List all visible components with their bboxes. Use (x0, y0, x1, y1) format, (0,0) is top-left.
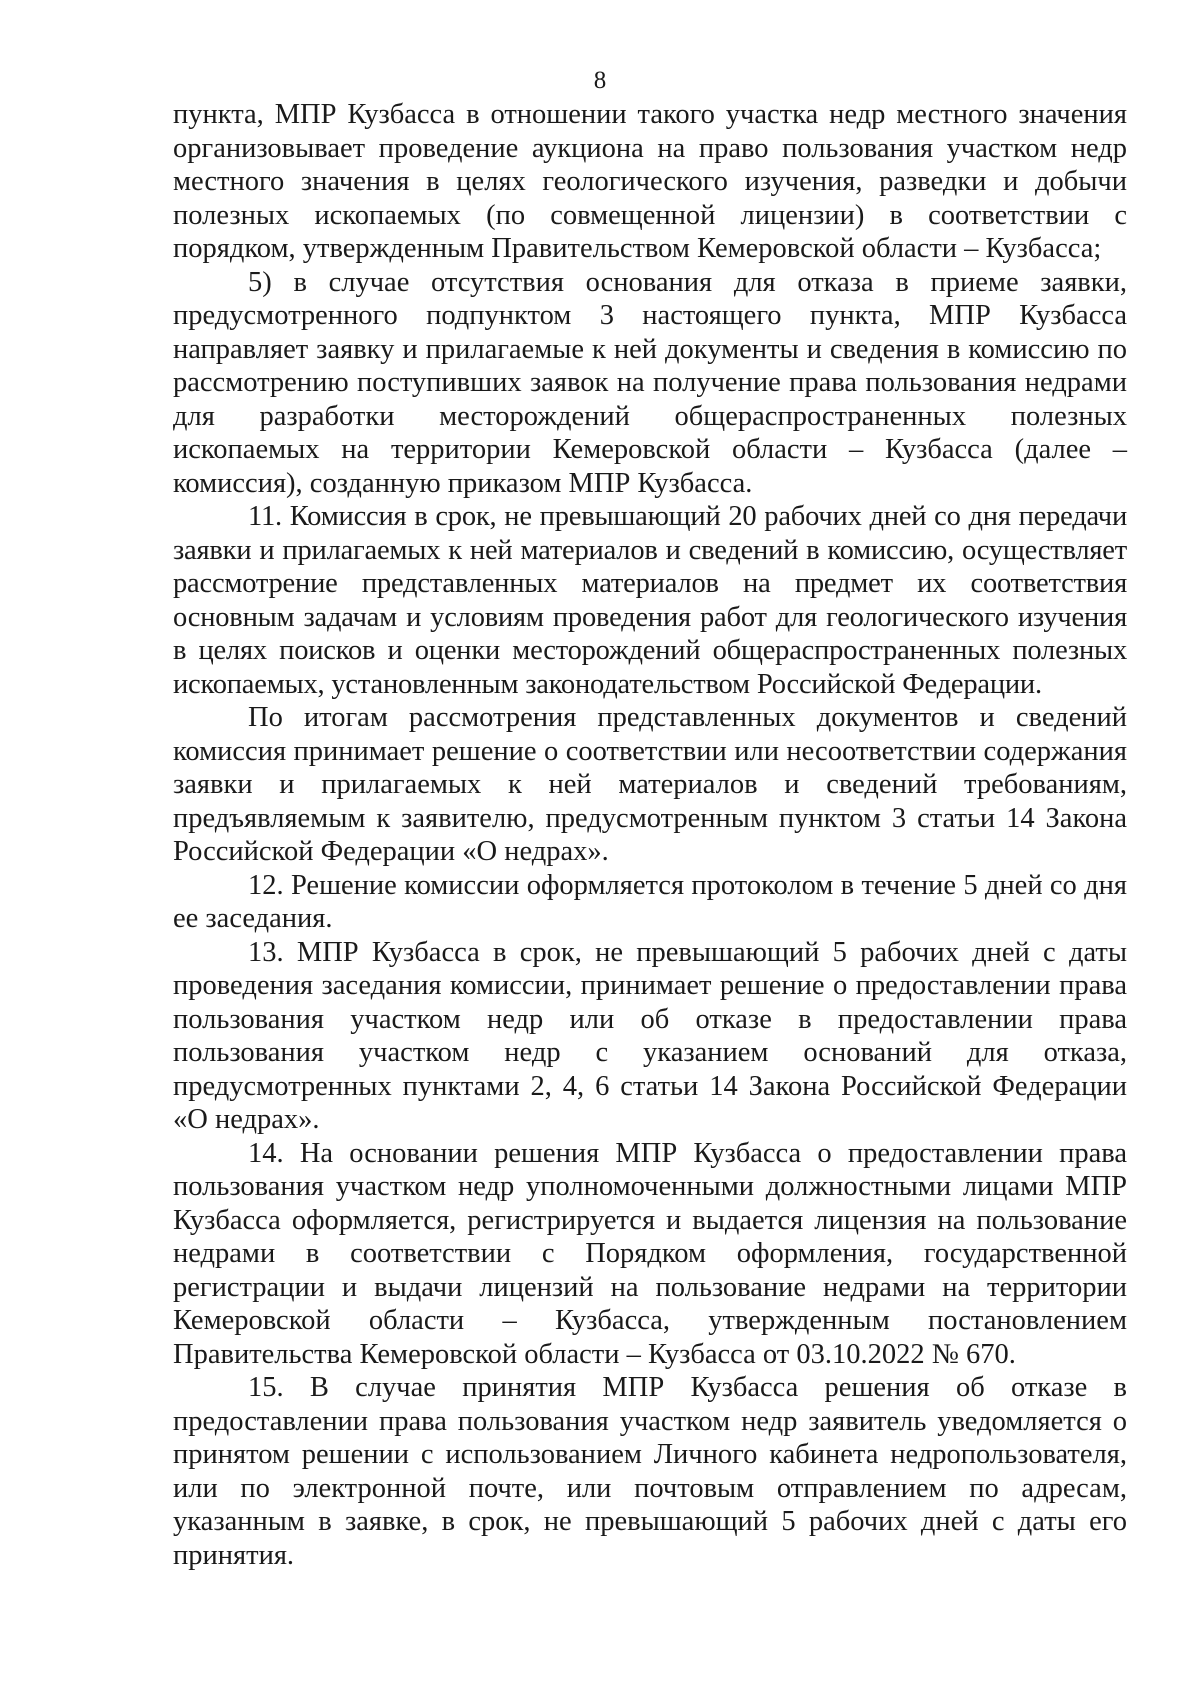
paragraph-11: 11. Комиссия в срок, не превышающий 20 рабочих дней со дня передачи заявки и прилагаемых к ней материалов и сведений в комиссию, осуществляет рассмотрение представленных материалов на предмет их соответствия основным задачам и условиям проведения работ для геологического изучения в целях поисков и оценки месторождений общераспространенных полезных ископаемых, установленным законодательством Российской Федерации. (173, 501, 1127, 700)
page-number: 8 (593, 67, 607, 94)
paragraph-15: 15. В случае принятия МПР Кузбасса решения об отказе в предоставлении права пользования участком недр заявитель уведомляется о принятом решении с использованием Личного кабинета недропользователя, или по электронной почте, или почтовым отправлением по адресам, указанным в заявке, в срок, не превышающий 5 рабочих дней с даты его принятия. (173, 1372, 1127, 1571)
paragraph-11-results: По итогам рассмотрения представленных документов и сведений комиссия принимает решение о соответствии или несоответствии содержания заявки и прилагаемых к ней материалов и сведений требованиям, предъявляемым к заявителю, предусмотренным пунктом 3 статьи 14 Закона Российской Федерации «О недрах». (173, 702, 1127, 867)
paragraph-12: 12. Решение комиссии оформляется протоколом в течение 5 дней со дня ее заседания. (173, 869, 1127, 934)
paragraph-item-5: 5) в случае отсутствия основания для отказа в приеме заявки, предусмотренного подпунктом 3 настоящего пункта, МПР Кузбасса направляет заявку и прилагаемые к ней документы и сведения в комиссию по рассмотрению поступивших заявок на получение права пользования недрами для разработки месторождений общераспространенных полезных ископаемых на территории Кемеровской области – Кузбасса (далее – комиссия), созданную приказом МПР Кузбасса. (173, 266, 1127, 499)
paragraph-continuation: пункта, МПР Кузбасса в отношении такого участка недр местного значения организовывает проведение аукциона на право пользования участком недр местного значения в целях геологического изучения, разведки и добычи полезных ископаемых (по совмещенной лицензии) в соответствии с порядком, утвержденным Правительством Кемеровской области – Кузбасса; (173, 99, 1127, 264)
paragraph-13: 13. МПР Кузбасса в срок, не превышающий 5 рабочих дней с даты проведения заседания комиссии, принимает решение о предоставлении права пользования участком недр или об отказе в предоставлении права пользования участком недр с указанием оснований для отказа, предусмотренных пунктами 2, 4, 6 статьи 14 Закона Российской Федерации «О недрах». (173, 936, 1127, 1135)
paragraph-14: 14. На основании решения МПР Кузбасса о предоставлении права пользования участком недр уполномоченными должностными лицами МПР Кузбасса оформляется, регистрируется и выдается лицензия на пользование недрами в соответствии с Порядком оформления, государственной регистрации и выдачи лицензий на пользование недрами на территории Кемеровской области – Кузбасса, утвержденным постановлением Правительства Кемеровской области – Кузбасса от 03.10.2022 № 670. (173, 1137, 1127, 1370)
document-body (173, 98, 1127, 1572)
